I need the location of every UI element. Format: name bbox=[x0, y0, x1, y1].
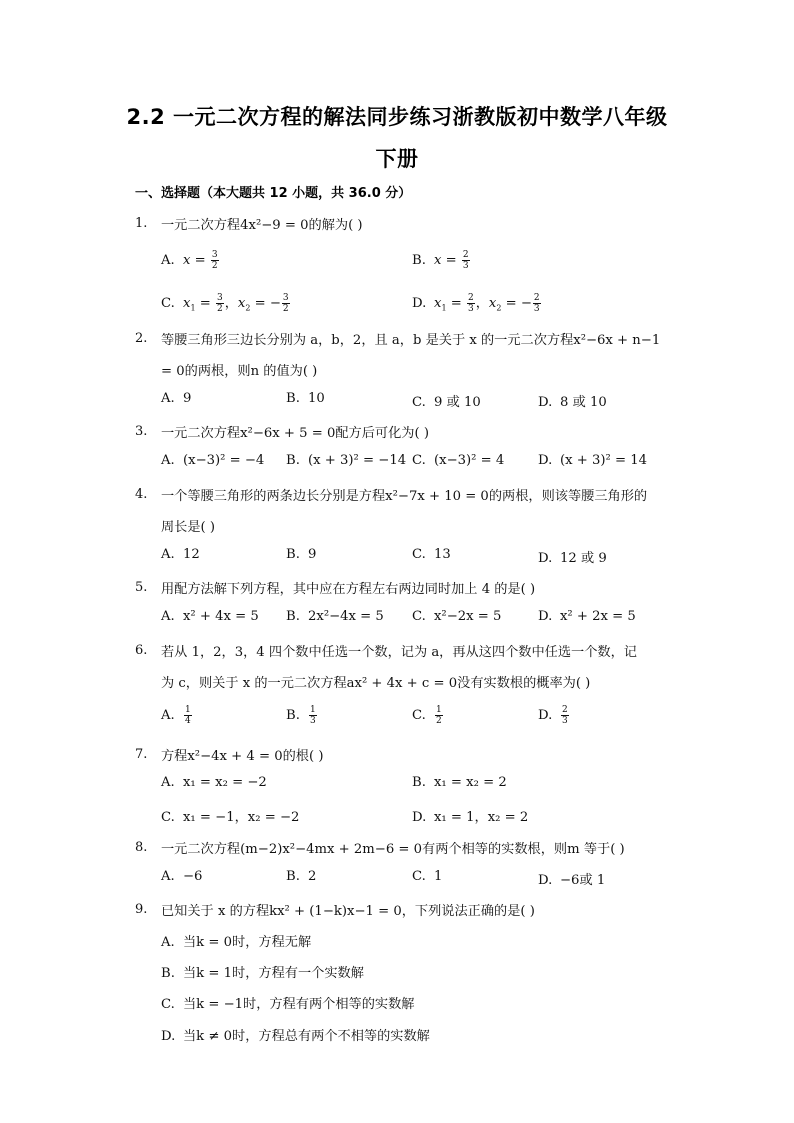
question-7-option-c: C. x₁ = −1，x₂ = −2 bbox=[161, 810, 300, 825]
question-7-option-b: B. x₁ = x₂ = 2 bbox=[412, 775, 507, 790]
question-3-text: 一元二次方程x²−6x + 5 = 0配方后可化为( ) bbox=[161, 426, 429, 441]
question-1-option-a: A. x = $\frac{3}{2}$ bbox=[161, 250, 218, 271]
question-2-option-b: B. 10 bbox=[286, 391, 325, 406]
question-3-option-c: C. (x−3)² = 4 bbox=[412, 453, 505, 468]
question-3-option-b: B. (x + 3)² = −14 bbox=[286, 453, 407, 468]
question-9-option-d: D. 当k ≠ 0时，方程总有两个不相等的实数解 bbox=[161, 1029, 430, 1044]
question-number-6: 6. bbox=[135, 643, 148, 658]
question-7-option-a: A. x₁ = x₂ = −2 bbox=[161, 775, 267, 790]
question-2-text-line-2: = 0的两根，则n 的值为( ) bbox=[161, 364, 318, 379]
question-number-2: 2. bbox=[135, 331, 148, 346]
question-number-1: 1. bbox=[135, 216, 148, 231]
question-2-option-a: A. 9 bbox=[161, 391, 192, 406]
question-6-option-a: A. $\frac{1}{4}$ bbox=[161, 705, 191, 726]
question-1-option-c: C. $x_1$ = $\frac{3}{2}$ ，$x_2$ = − $\frac{3}{2}$ bbox=[161, 293, 289, 314]
question-3-option-d: D. (x + 3)² = 14 bbox=[538, 453, 648, 468]
question-1-option-d: D. $x_1$ = $\frac{2}{3}$ ，$x_2$ = − $\frac{2}{3}$ bbox=[412, 293, 540, 314]
question-2-option-d: D. 8 或 10 bbox=[538, 395, 607, 410]
question-3-option-a: A. (x−3)² = −4 bbox=[161, 453, 265, 468]
question-7-option-d: D. x₁ = 1，x₂ = 2 bbox=[412, 810, 529, 825]
question-8-option-d: D. −6或 1 bbox=[538, 873, 606, 888]
question-number-7: 7. bbox=[135, 747, 148, 762]
question-6-option-b: B. $\frac{1}{3}$ bbox=[286, 705, 316, 726]
question-8-option-b: B. 2 bbox=[286, 869, 317, 884]
question-5-text: 用配方法解下列方程，其中应在方程左右两边同时加上 4 的是( ) bbox=[161, 582, 536, 597]
question-6-option-d: D. $\frac{2}{3}$ bbox=[538, 705, 568, 726]
question-2-option-c: C. 9 或 10 bbox=[412, 395, 481, 410]
question-9-option-a: A. 当k = 0时，方程无解 bbox=[161, 935, 312, 950]
question-5-option-c: C. x²−2x = 5 bbox=[412, 609, 502, 624]
question-number-4: 4. bbox=[135, 487, 148, 502]
question-number-3: 3. bbox=[135, 424, 148, 439]
question-5-option-b: B. 2x²−4x = 5 bbox=[286, 609, 384, 624]
question-4-option-a: A. 12 bbox=[161, 547, 200, 562]
page-title-line-1: 2.2 一元二次方程的解法同步练习浙教版初中数学八年级 bbox=[126, 105, 668, 129]
question-1-text: 一元二次方程4x²−9 = 0的解为( ) bbox=[161, 218, 363, 233]
question-9-option-c: C. 当k = −1时，方程有两个相等的实数解 bbox=[161, 997, 415, 1012]
question-6-text-line-1: 若从 1，2，3，4 四个数中任选一个数，记为 a，再从这四个数中任选一个数，记 bbox=[161, 645, 637, 660]
question-6-option-c: C. $\frac{1}{2}$ bbox=[412, 705, 442, 726]
question-7-text: 方程x²−4x + 4 = 0的根( ) bbox=[161, 749, 324, 764]
question-number-8: 8. bbox=[135, 840, 148, 855]
question-4-text-line-1: 一个等腰三角形的两条边长分别是方程x²−7x + 10 = 0的两根，则该等腰三角形的 bbox=[161, 489, 648, 504]
question-4-option-d: D. 12 或 9 bbox=[538, 551, 607, 566]
question-8-text: 一元二次方程(m−2)x²−4mx + 2m−6 = 0有两个相等的实数根，则m 等于( ) bbox=[161, 842, 625, 857]
question-number-9: 9. bbox=[135, 902, 148, 917]
question-8-option-a: A. −6 bbox=[161, 869, 203, 884]
question-5-option-d: D. x² + 2x = 5 bbox=[538, 609, 636, 624]
question-6-text-line-2: 为 c，则关于 x 的一元二次方程ax² + 4x + c = 0没有实数根的概率为( ) bbox=[161, 676, 591, 691]
question-9-text: 已知关于 x 的方程kx² + (1−k)x−1 = 0，下列说法正确的是( ) bbox=[161, 904, 535, 919]
question-5-option-a: A. x² + 4x = 5 bbox=[161, 609, 259, 624]
question-4-text-line-2: 周长是( ) bbox=[161, 520, 216, 535]
section-heading: 一、选择题（本大题共 12 小题，共 36.0 分） bbox=[135, 186, 412, 201]
question-1-option-b: B. x = $\frac{2}{3}$ bbox=[412, 250, 469, 271]
question-4-option-b: B. 9 bbox=[286, 547, 317, 562]
page-title-line-2: 下册 bbox=[375, 147, 419, 171]
question-8-option-c: C. 1 bbox=[412, 869, 443, 884]
question-4-option-c: C. 13 bbox=[412, 547, 451, 562]
question-number-5: 5. bbox=[135, 580, 148, 595]
question-2-text-line-1: 等腰三角形三边长分别为 a，b，2，且 a，b 是关于 x 的一元二次方程x²−6x + n−1 bbox=[161, 333, 661, 348]
question-9-option-b: B. 当k = 1时，方程有一个实数解 bbox=[161, 966, 364, 981]
